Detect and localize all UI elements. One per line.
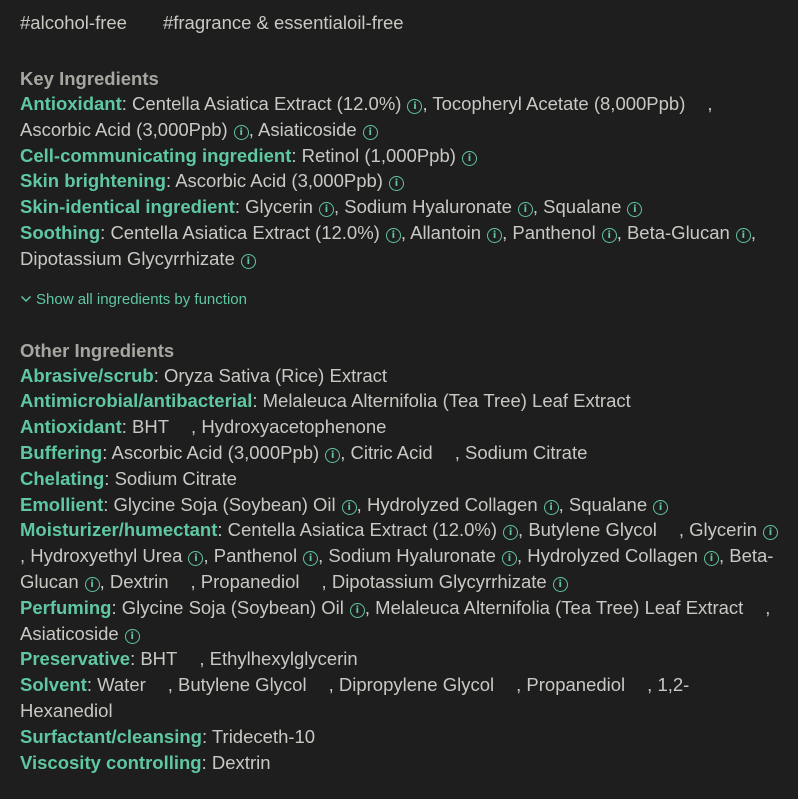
ingredient-function-row: Buffering: Ascorbic Acid (3,000Ppb) i , Citric Acid , Sodium Citrate [20,441,588,463]
tag-row [20,10,778,36]
function-label[interactable]: Abrasive/scrub [20,364,154,386]
info-icon[interactable]: i [544,500,559,515]
function-label[interactable]: Buffering [20,441,103,463]
ingredient-link[interactable]: Centella Asiatica Extract (12.0%) [227,519,498,541]
ingredient-link[interactable]: Glycine Soja (Soybean) Oil [121,596,344,618]
info-icon[interactable]: i [407,99,422,114]
info-icon[interactable]: i [363,125,378,140]
ingredient-function-row: Soothing: Centella Asiatica Extract (12.0%) i , Allantoin i , Panthenol i , Beta-Glucan i , Dipotassium Glycyrrhizate i [20,221,756,269]
ingredient-link[interactable]: Glycine Soja (Soybean) Oil [113,493,336,515]
ingredient-link[interactable]: Trideceth-10 [211,725,316,747]
info-icon[interactable]: i [303,551,318,566]
tag-fragrance-free[interactable]: #fragrance & essentialoil-free [162,12,404,33]
function-label[interactable]: Chelating [20,467,105,489]
ingredient-link[interactable]: Squalane [568,493,648,515]
function-label[interactable]: Moisturizer/humectant [20,519,218,541]
info-icon[interactable]: i [125,629,140,644]
info-icon[interactable]: i [503,525,518,540]
ingredient-link[interactable]: Sodium Hyaluronate [344,196,512,218]
ingredient-link[interactable]: BHT [132,416,170,438]
info-icon[interactable]: i [389,176,404,191]
show-all-label: Show all ingredients by function [36,290,247,308]
function-label[interactable]: Solvent [20,674,87,696]
ingredient-link[interactable]: Beta-Glucan [626,221,730,243]
ingredient-function-row: Antioxidant: Centella Asiatica Extract (12.0%) i , Tocopheryl Acetate (8,000Ppb) , Ascorbic Acid (3,000Ppb) i , Asiaticoside i [20,93,713,140]
ingredient-function-row: Emollient: Glycine Soja (Soybean) Oil i , Hydrolyzed Collagen i , Squalane i [20,492,778,518]
info-icon[interactable]: i [627,202,642,217]
ingredient-link[interactable]: Citric Acid [350,441,433,463]
ingredient-link[interactable]: Sodium Citrate [465,441,588,463]
function-label[interactable]: Antimicrobial/antibacterial [20,390,253,412]
ingredient-function-row: Antioxidant: BHT , Hydroxyacetophenone [20,416,387,438]
ingredient-link[interactable]: Propanediol [526,674,626,696]
info-icon[interactable]: i [85,577,100,592]
key-ingredients-list [20,91,778,272]
ingredient-link[interactable]: Hydroxyethyl Urea [30,545,183,567]
info-icon[interactable]: i [234,125,249,140]
ingredient-link[interactable]: Dextrin [109,570,169,592]
ingredient-function-row: Solvent: Water , Butylene Glycol , Dipropylene Glycol , Propanediol , 1,2-Hexanediol [20,674,690,721]
ingredient-link[interactable]: Dextrin [211,751,271,773]
ingredient-link[interactable]: Beta-Glucan [20,545,774,592]
ingredient-function-row: Cell-communicating ingredient: Retinol (1,000Ppb) i [20,143,778,169]
info-icon[interactable]: i [518,202,533,217]
ingredient-link[interactable]: BHT [140,648,178,670]
function-label[interactable]: Antioxidant [20,416,122,438]
ingredient-function-row: Skin brightening: Ascorbic Acid (3,000Ppb) i [20,168,778,194]
function-label[interactable]: Skin-identical ingredient [20,196,235,218]
ingredient-function-row: Abrasive/scrub: Oryza Sativa (Rice) Extract [20,364,388,386]
info-icon[interactable]: i [342,500,357,515]
info-icon[interactable]: i [487,228,502,243]
ingredient-link[interactable]: Sodium Hyaluronate [328,545,496,567]
function-label[interactable]: Skin brightening [20,170,166,192]
ingredient-link[interactable]: Melaleuca Alternifolia (Tea Tree) Leaf Extract [375,596,744,618]
function-label[interactable]: Antioxidant [20,93,122,114]
ingredient-link[interactable]: Propanediol [200,570,300,592]
info-icon[interactable]: i [462,151,477,166]
ingredient-link[interactable]: Sodium Citrate [114,467,237,489]
ingredient-link[interactable]: Centella Asiatica Extract (12.0%) [132,93,402,114]
info-icon[interactable]: i [386,228,401,243]
ingredient-link[interactable]: Oryza Sativa (Rice) Extract [163,364,388,386]
ingredient-link[interactable]: Dipropylene Glycol [338,674,495,696]
ingredient-function-row: Preservative: BHT , Ethylhexylglycerin [20,648,358,670]
ingredient-link[interactable]: Hydroxyacetophenone [201,416,387,438]
ingredient-link[interactable]: Centella Asiatica Extract (12.0%) [110,221,380,243]
ingredient-link[interactable]: Allantoin [410,221,482,243]
function-label[interactable]: Cell-communicating ingredient [20,144,292,166]
ingredient-link[interactable]: Hydrolyzed Collagen [527,545,698,567]
ingredient-link[interactable]: 1,2-Hexanediol [20,674,690,721]
ingredient-link[interactable]: Dipotassium Glycyrrhizate [20,247,235,269]
ingredient-link[interactable]: Ascorbic Acid (3,000Ppb) [111,441,320,463]
info-icon[interactable]: i [763,525,778,540]
other-ingredients-title: Other Ingredients [20,339,175,361]
function-label[interactable]: Emollient [20,493,104,515]
ingredient-link[interactable]: Ascorbic Acid (3,000Ppb) [175,170,383,192]
ingredient-link[interactable]: Glycerin [245,196,313,218]
ingredient-function-row: Antimicrobial/antibacterial: Melaleuca Alternifolia (Tea Tree) Leaf Extract [20,390,631,412]
show-all-ingredients-link[interactable] [20,291,778,308]
function-label[interactable]: Perfuming [20,596,112,618]
info-icon[interactable]: i [325,448,340,463]
ingredient-function-row: Surfactant/cleansing: Trideceth-10 [20,725,316,747]
ingredient-function-row: Chelating: Sodium Citrate [20,467,237,489]
ingredient-link[interactable]: Asiaticoside [257,118,357,140]
ingredient-function-row: Viscosity controlling: Dextrin [20,751,271,773]
key-ingredients-title: Key Ingredients [20,68,159,89]
ingredient-function-row: Moisturizer/humectant: Centella Asiatica Extract (12.0%) i , Butylene Glycol , Glycerin i, Hydroxyethyl Urea i , Panthenol i , Sodium Hyaluronate i , Hydrolyzed Collagen i , Beta-Glucan i , Dextrin , Propanediol , Dipotassium Glycyrrhizate i [20,517,778,594]
info-icon[interactable]: i [319,202,334,217]
ingredient-link[interactable]: Butylene Glycol [528,519,657,541]
ingredient-link[interactable]: Dipotassium Glycyrrhizate [331,570,547,592]
ingredient-function-row: Perfuming: Glycine Soja (Soybean) Oil i , Melaleuca Alternifolia (Tea Tree) Leaf Extract , Asiaticoside i [20,596,771,644]
ingredient-link[interactable]: Ascorbic Acid (3,000Ppb) [20,118,228,140]
ingredient-link[interactable]: Ethylhexylglycerin [209,648,358,670]
other-ingredients-list [20,363,778,776]
info-icon[interactable]: i [736,228,751,243]
function-label[interactable]: Viscosity controlling [20,751,202,773]
ingredient-link[interactable]: Asiaticoside [20,622,119,644]
function-label[interactable]: Preservative [20,648,131,670]
ingredient-link[interactable]: Glycerin [689,519,758,541]
ingredient-link[interactable]: Panthenol [213,545,298,567]
info-icon[interactable]: i [653,500,668,515]
info-icon[interactable]: i [704,551,719,566]
info-icon[interactable]: i [502,551,517,566]
ingredient-link[interactable]: Melaleuca Alternifolia (Tea Tree) Leaf Extract [262,390,631,412]
ingredient-link[interactable]: Tocopheryl Acetate (8,000Ppb) [432,93,686,114]
ingredient-function-row: Skin-identical ingredient: Glycerin i , Sodium Hyaluronate i , Squalane i [20,194,778,220]
ingredient-link[interactable]: Water [97,674,146,696]
info-icon[interactable]: i [602,228,617,243]
ingredient-link[interactable]: Butylene Glycol [178,674,307,696]
info-icon[interactable]: i [188,551,203,566]
ingredient-link[interactable]: Retinol (1,000Ppb) [301,144,456,166]
ingredient-link[interactable]: Squalane [543,196,622,218]
chevron-down-icon [20,293,32,305]
ingredient-link[interactable]: Hydrolyzed Collagen [366,493,538,515]
ingredient-link[interactable]: Panthenol [512,221,596,243]
info-icon[interactable]: i [350,603,365,618]
info-icon[interactable]: i [553,577,568,592]
tag-alcohol-free[interactable]: #alcohol-free [20,12,127,33]
function-label[interactable]: Soothing [20,221,101,243]
info-icon[interactable]: i [241,254,256,269]
function-label[interactable]: Surfactant/cleansing [20,725,202,747]
